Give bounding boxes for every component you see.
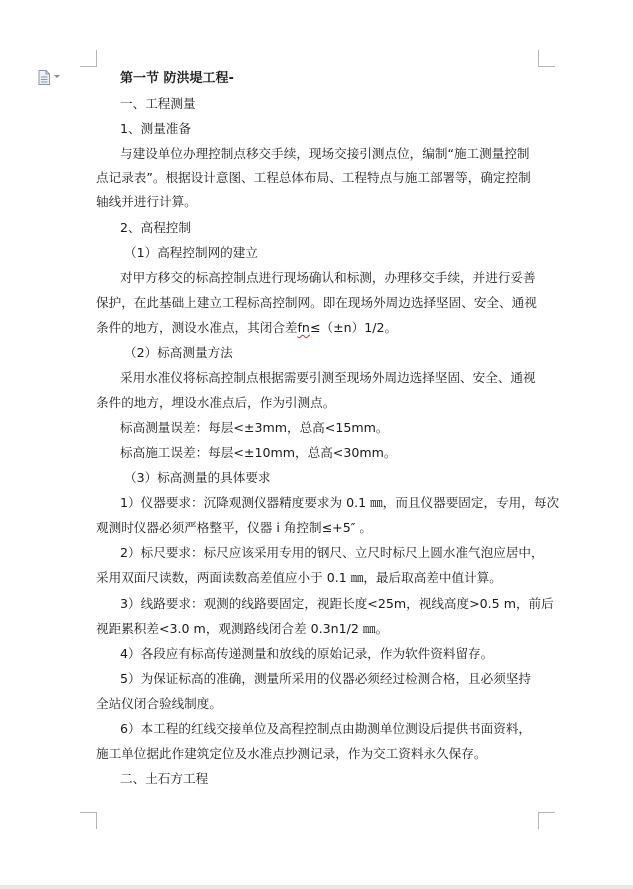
heading-1-2: 2、高程控制 <box>120 220 191 235</box>
paragraph-line: 点记录表”。根据设计意图、工程总体布局、工程特点与施工部署等，确定控制 <box>96 170 531 185</box>
paragraph-line: 采用水准仪将标高控制点根据需要引测至现场外周边选择坚固、安全、通视 <box>120 370 536 385</box>
paragraph-line: 条件的地方，埋设水准点后，作为引测点。 <box>96 395 336 410</box>
heading-1: 一、工程测量 <box>120 96 196 111</box>
paragraph-line: 4）各段应有标高传递测量和放线的原始记录，作为软件资料留存。 <box>120 646 494 661</box>
paragraph-line: 2）标尺要求：标尺应该采用专用的钢尺、立尺时标尺上圆水准气泡应居中， <box>120 545 544 560</box>
paragraph-line: 标高测量误差：每层<±3mm，总高<15mm。 <box>120 420 389 435</box>
chevron-down-icon <box>54 75 60 78</box>
paragraph-line: 观测时仪器必须严格整平，仪器 i 角控制≤+5″ 。 <box>96 520 373 535</box>
crop-mark-top-right <box>538 50 555 67</box>
paragraph-line: 轴线并进行计算。 <box>96 194 197 209</box>
subheading: （2）标高测量方法 <box>124 345 233 360</box>
paragraph-line: 全站仪闭合验线制度。 <box>96 696 222 711</box>
paragraph-text: 条件的地方，测设水准点，其闭合差 <box>96 320 298 335</box>
heading-2: 二、土石方工程 <box>120 771 209 786</box>
spellcheck-word[interactable]: fn <box>297 320 310 335</box>
status-strip <box>0 885 633 889</box>
subheading: （1）高程控制网的建立 <box>124 245 258 260</box>
document-icon <box>38 70 50 85</box>
paragraph-line: 对甲方移交的标高控制点进行现场确认和标测，办理移交手续，并进行妥善 <box>120 270 536 285</box>
paragraph-line: 施工单位据此作建筑定位及水准点抄测记录，作为交工资料永久保存。 <box>96 746 487 761</box>
formula-text: ≤（±n）1/2。 <box>309 320 398 335</box>
crop-mark-bottom-left <box>80 812 97 829</box>
paragraph-line: 3）线路要求：观测的线路要固定，视距长度<25m，视线高度>0.5 m，前后 <box>120 596 554 611</box>
section-title: 第一节 防洪堤工程- <box>120 71 234 86</box>
document-menu-icon[interactable] <box>38 70 50 85</box>
paragraph-line: 采用双面尺读数，两面读数高差值应小于 0.1 ㎜，最后取高差中值计算。 <box>96 570 502 585</box>
paragraph-line: 1）仪器要求：沉降观测仪器精度要求为 0.1 ㎜，而且仪器要固定，专用，每次 <box>120 495 560 510</box>
paragraph-line: 保护，在此基础上建立工程标高控制网。即在现场外周边选择坚固、安全、通视 <box>96 295 537 310</box>
paragraph-line: 6）本工程的红线交接单位及高程控制点由勘测单位测设后提供书面资料， <box>120 721 532 736</box>
paragraph-line: 标高施工误差：每层<±10mm，总高<30mm。 <box>120 445 397 460</box>
subheading: （3）标高测量的具体要求 <box>124 470 271 485</box>
crop-mark-bottom-right <box>538 812 555 829</box>
heading-1-1: 1、测量准备 <box>120 121 191 136</box>
crop-mark-top-left <box>80 50 97 67</box>
paragraph-line <box>96 320 397 336</box>
paragraph-line: 5）为保证标高的准确，测量所采用的仪器必须经过检测合格，且必须坚持 <box>120 671 532 686</box>
paragraph-line: 与建设单位办理控制点移交手续，现场交接引测点位，编制“施工测量控制 <box>120 146 530 161</box>
paragraph-line: 视距累积差<3.0 m，观测路线闭合差 0.3n1/2 ㎜。 <box>96 621 389 636</box>
